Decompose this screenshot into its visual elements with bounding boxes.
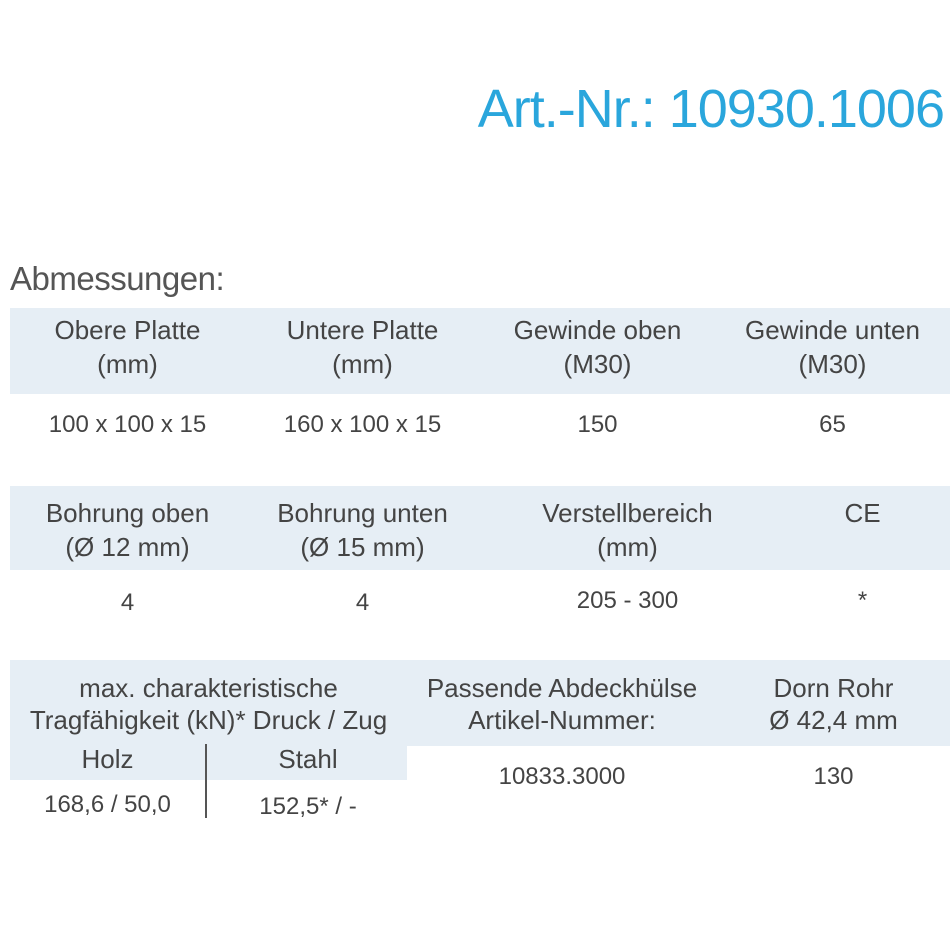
table2-value-adjust-range: 205 - 300 <box>576 587 679 614</box>
table1-value-thread-bottom: 65 <box>819 411 846 438</box>
header-line: (mm) <box>332 349 393 379</box>
table2-value-bore-bottom: 4 <box>355 589 370 616</box>
table3-header-capacity <box>10 672 407 736</box>
header-line: Artikel-Nummer: <box>468 705 656 735</box>
table2-header-bore-top <box>10 496 245 564</box>
header-line: Tragfähigkeit (kN)* Druck / Zug <box>29 705 388 735</box>
table2-header-adjust-range <box>510 496 745 564</box>
table2-value-ce: * <box>857 587 868 614</box>
header-line: (mm) <box>97 349 158 379</box>
header-line: Gewinde oben <box>513 315 682 345</box>
header-line: (M30) <box>798 349 867 379</box>
table2-header-ce <box>745 496 950 530</box>
table1-header-thread-bottom <box>715 313 950 381</box>
header-line: (Ø 12 mm) <box>65 532 190 562</box>
table3-value-steel: 152,5* / - <box>259 793 357 820</box>
table2-header-bore-bottom <box>245 496 480 564</box>
header-line: Bohrung oben <box>45 498 210 528</box>
table3-value-pin-tube: 130 <box>813 763 854 790</box>
table3-subheader-steel: Stahl <box>278 744 338 774</box>
table3-header-pin-tube <box>717 672 950 736</box>
table1-header-upper-plate <box>10 313 245 381</box>
header-line: Passende Abdeckhülse <box>426 673 698 703</box>
table1-value-lower-plate: 160 x 100 x 15 <box>283 411 442 438</box>
header-line: Obere Platte <box>54 315 201 345</box>
header-line: Dorn Rohr <box>773 673 894 703</box>
section-title: Abmessungen: <box>10 260 225 297</box>
table1-header-thread-top <box>480 313 715 381</box>
header-line: Verstellbereich <box>542 498 713 528</box>
article-number: Art.-Nr.: 10930.1006 <box>477 79 944 139</box>
table3-header-cover-sleeve <box>407 672 717 736</box>
header-line: (M30) <box>563 349 632 379</box>
header-line: max. charakteristische <box>79 673 338 703</box>
header-line: Untere Platte <box>286 315 439 345</box>
table1-value-thread-top: 150 <box>577 411 618 438</box>
header-line: (Ø 15 mm) <box>300 532 425 562</box>
table3-value-wood: 168,6 / 50,0 <box>44 791 171 818</box>
table1-header-lower-plate <box>245 313 480 381</box>
header-line: Bohrung unten <box>277 498 448 528</box>
header-line: (mm) <box>597 532 658 562</box>
column-divider <box>205 744 207 818</box>
header-line: Ø 42,4 mm <box>769 705 898 735</box>
header-line: Gewinde unten <box>745 315 920 345</box>
header-line: CE <box>844 498 881 528</box>
table3-value-cover-sleeve: 10833.3000 <box>498 763 626 790</box>
table2-value-bore-top: 4 <box>120 589 135 616</box>
table3-subheader-wood: Holz <box>81 744 134 774</box>
table1-value-upper-plate: 100 x 100 x 15 <box>48 411 207 438</box>
